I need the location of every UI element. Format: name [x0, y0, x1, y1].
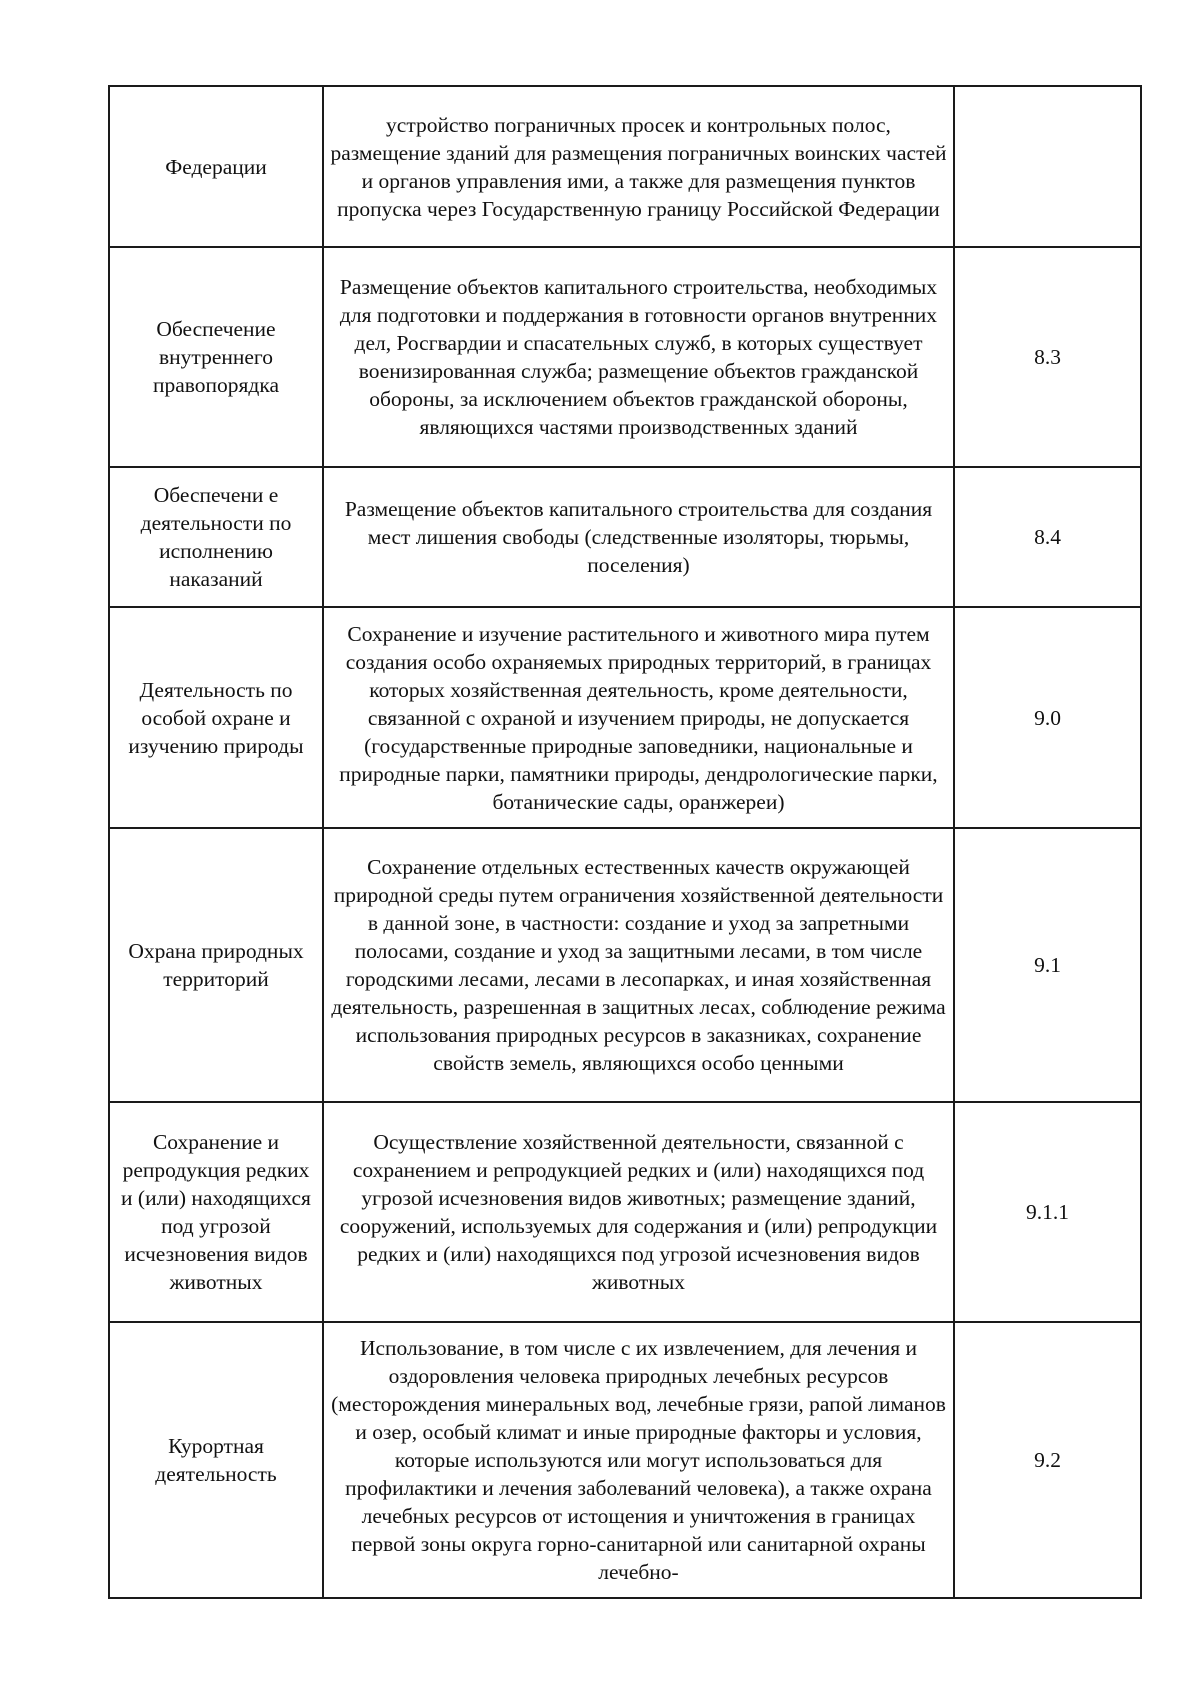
use-type-name: Сохранение и репродукция редких и (или) находящихся под угрозой исчезновения видов животных	[109, 1102, 323, 1322]
table-row	[109, 467, 1141, 607]
use-type-description: Сохранение отдельных естественных качеств окружающей природной среды путем ограничения хозяйственной деятельности в данной зоне, в частности: создание и уход за запретными полосами, создание и уход за защитными лесами, в том числе городскими лесами, лесами в лесопарках, и иная хозяйственная деятельность, разрешенная в защитных лесах, соблюдение режима использования природных ресурсов в заказниках, сохранение свойств земель, являющихся особо ценными	[323, 828, 954, 1102]
use-type-name: Деятельность по особой охране и изучению природы	[109, 607, 323, 828]
use-type-description: Сохранение и изучение растительного и животного мира путем создания особо охраняемых природных территорий, в границах которых хозяйственная деятельность, кроме деятельности, связанной с охраной и изучением природы, не допускается (государственные природные заповедники, национальные и природные парки, памятники природы, дендрологические парки, ботанические сады, оранжереи)	[323, 607, 954, 828]
table-row	[109, 828, 1141, 1102]
use-type-name: Охрана природных территорий	[109, 828, 323, 1102]
use-type-description: Размещение объектов капитального строительства, необходимых для подготовки и поддержания в готовности органов внутренних дел, Росгвардии и спасательных служб, в которых существует военизированная служба; размещение объектов гражданской обороны, за исключением объектов гражданской обороны, являющихся частями производственных зданий	[323, 247, 954, 467]
use-type-code: 8.3	[954, 247, 1141, 467]
use-type-code: 9.2	[954, 1322, 1141, 1598]
table-row	[109, 86, 1141, 247]
use-type-description: устройство пограничных просек и контрольных полос, размещение зданий для размещения пограничных воинских частей и органов управления ими, а также для размещения пунктов пропуска через Государственную границу Российской Федерации	[323, 86, 954, 247]
use-type-name: Курортная деятельность	[109, 1322, 323, 1598]
table-row	[109, 1322, 1141, 1598]
use-type-description: Размещение объектов капитального строительства для создания мест лишения свободы (следственные изоляторы, тюрьмы, поселения)	[323, 467, 954, 607]
use-type-description: Использование, в том числе с их извлечением, для лечения и оздоровления человека природных лечебных ресурсов (месторождения минеральных вод, лечебные грязи, рапой лиманов и озер, особый климат и иные природные факторы и условия, которые используются или могут использоваться для профилактики и лечения заболеваний человека), а также охрана лечебных ресурсов от истощения и уничтожения в границах первой зоны округа горно-санитарной или санитарной охраны лечебно-	[323, 1322, 954, 1598]
use-type-description: Осуществление хозяйственной деятельности, связанной с сохранением и репродукцией редких и (или) находящихся под угрозой исчезновения видов животных; размещение зданий, сооружений, используемых для содержания и (или) репродукции редких и (или) находящихся под угрозой исчезновения видов животных	[323, 1102, 954, 1322]
table-row	[109, 1102, 1141, 1322]
use-type-code	[954, 86, 1141, 247]
use-type-code: 9.0	[954, 607, 1141, 828]
table-row	[109, 607, 1141, 828]
land-use-table	[108, 85, 1142, 1599]
use-type-code: 9.1	[954, 828, 1141, 1102]
use-type-code: 9.1.1	[954, 1102, 1141, 1322]
use-type-name: Обеспечение внутреннего правопорядка	[109, 247, 323, 467]
use-type-code: 8.4	[954, 467, 1141, 607]
use-type-name: Обеспечени е деятельности по исполнению наказаний	[109, 467, 323, 607]
use-type-name: Федерации	[109, 86, 323, 247]
table-row	[109, 247, 1141, 467]
